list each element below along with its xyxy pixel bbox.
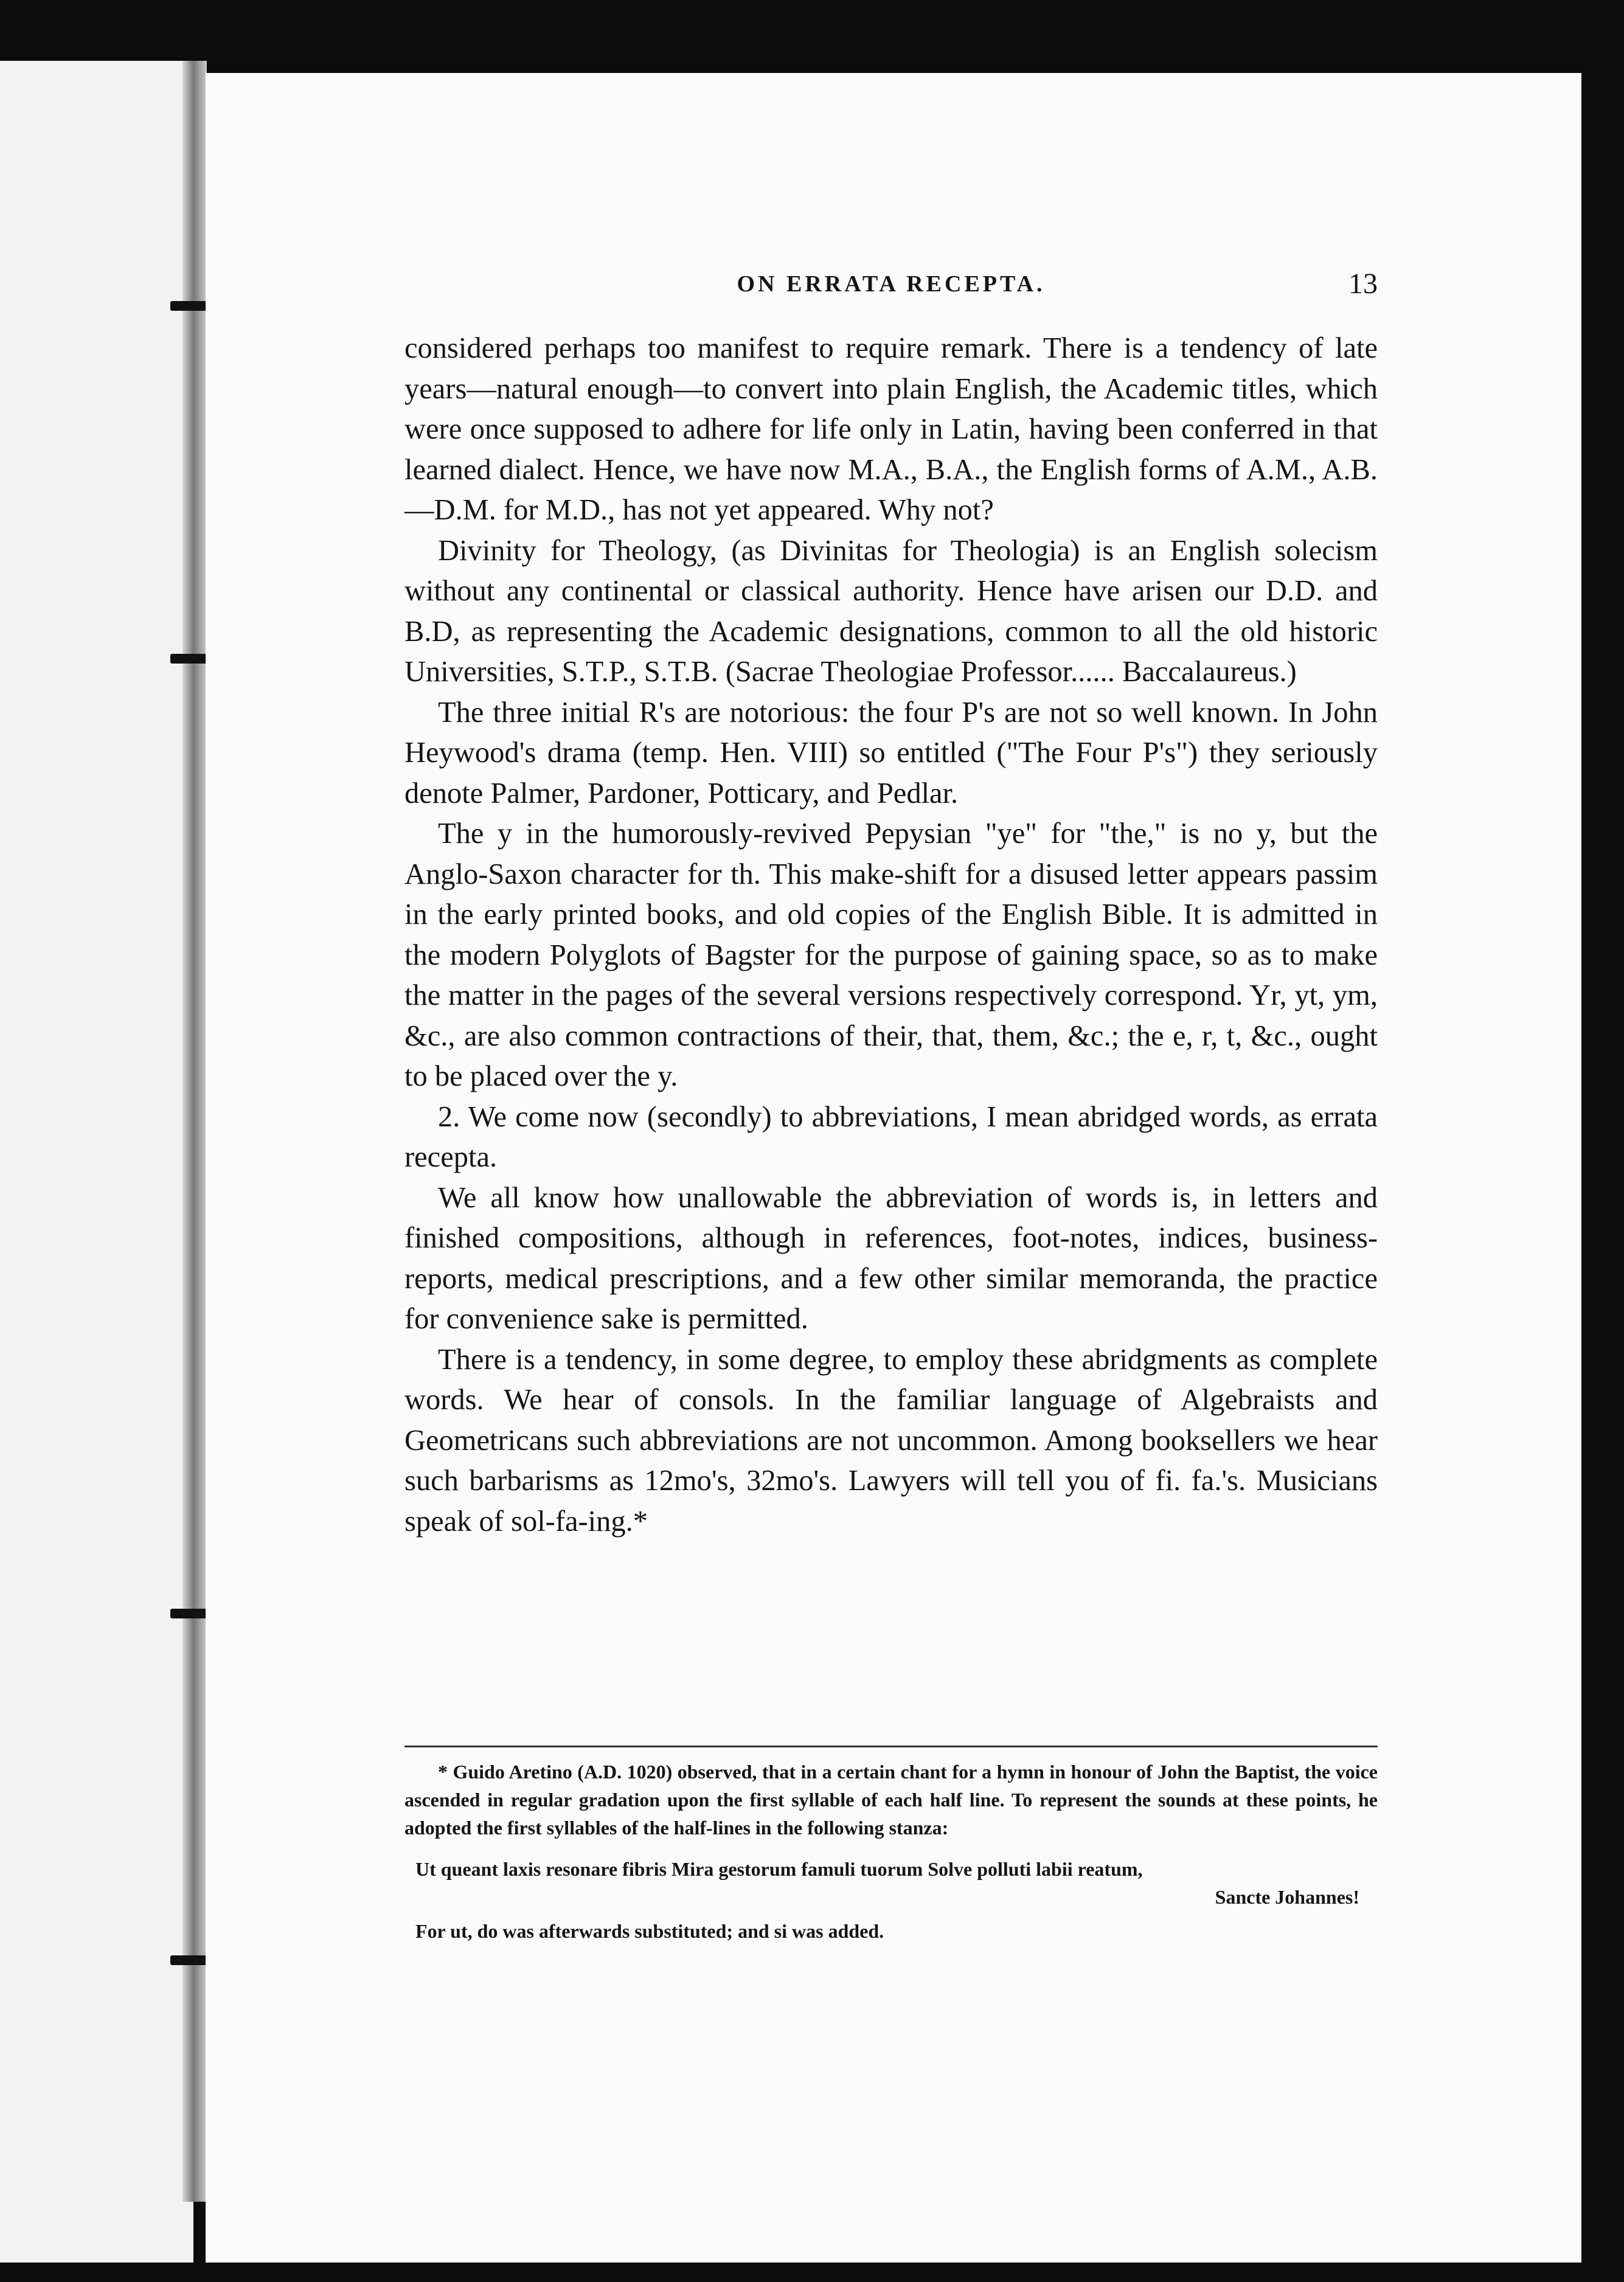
binding-tab xyxy=(170,301,207,311)
binding-tab xyxy=(170,654,207,664)
binding-tab xyxy=(170,1955,207,1965)
facing-page-edge xyxy=(0,61,193,2263)
paragraph: We all know how unallowable the abbreviation of words is, in letters and finished compositions, although in references, foot-notes, indices, business-reports, medical prescriptions, and a few other similar memoranda, the practice for convenience sake is permitted. xyxy=(404,1181,1378,1335)
paragraph: Divinity for Theology, (as Divinitas for Theologia) is an English solecism without any continental or classical authority. Hence have arisen our D.D. and B.D, as representing the Academic designations, common to all the old historic Universities, S.T.P., S.T.B. (Sacrae Theologiae Professor...... Baccalaureus.) xyxy=(404,534,1378,688)
binding-tab xyxy=(170,1609,207,1618)
footnote-addendum: For ut, do was afterwards substituted; and si was added. xyxy=(415,1920,884,1942)
page-header xyxy=(404,268,1378,307)
paragraph: considered perhaps too manifest to require remark. There is a tendency of late years—natural enough—to convert into plain English, the Academic titles, which were once supposed to adhere for life only in Latin, having been conferred in that learned dialect. Hence, we have now M.A., B.A., the English forms of A.M., A.B.—D.M. for M.D., has not yet appeared. Why not? xyxy=(404,332,1378,526)
page-border xyxy=(1581,73,1624,2282)
footnote xyxy=(404,1758,1378,1945)
footnote-verse: Ut queant laxis resonare fibris Mira gestorum famuli tuorum Solve polluti labii reatum, xyxy=(415,1858,1143,1880)
footnote-verse-end: Sancte Johannes! xyxy=(1215,1886,1359,1908)
paragraph: There is a tendency, in some degree, to employ these abridgments as complete words. We hear of consols. In the familiar language of Algebraists and Geometricans such abbreviations are not uncommon. Among booksellers we hear such barbarisms as 12mo's, 32mo's. Lawyers will tell you of fi. fa.'s. Musicians speak of sol-fa-ing.* xyxy=(404,1343,1378,1538)
paragraph: The y in the humorously-revived Pepysian "ye" for "the," is no y, but the Anglo-Saxon character for th. This make-shift for a disused letter appears passim in the early printed books, and old copies of the English Bible. It is admitted in the modern Polyglots of Bagster for the purpose of gaining space, so as to make the matter in the pages of the several versions respectively correspond. Yr, yt, ym, &c., are also common contractions of their, that, them, &c.; the e, r, t, &c., ought to be placed over the y. xyxy=(404,817,1378,1092)
footnote-rule xyxy=(404,1746,1378,1747)
footnote-text: * Guido Aretino (A.D. 1020) observed, that in a certain chant for a hymn in honour of John the Baptist, the voice ascended in regular gradation upon the first syllable of each half line. To represent the sounds at these points, he adopted the first syllables of the half-lines in the following stanza: xyxy=(404,1761,1378,1839)
page-number: 13 xyxy=(1348,268,1378,300)
paragraph: The three initial R's are notorious: the four P's are not so well known. In John Heywood's drama (temp. Hen. VIII) so entitled ("The Four P's") they seriously denote Palmer, Pardoner, Potticary, and Pedlar. xyxy=(404,696,1378,810)
body-text xyxy=(404,328,1378,1542)
paragraph: 2. We come now (secondly) to abbreviations, I mean abridged words, as errata recepta. xyxy=(404,1100,1378,1173)
binding-gutter xyxy=(182,61,207,2202)
running-title: ON ERRATA RECEPTA. xyxy=(737,271,1046,297)
